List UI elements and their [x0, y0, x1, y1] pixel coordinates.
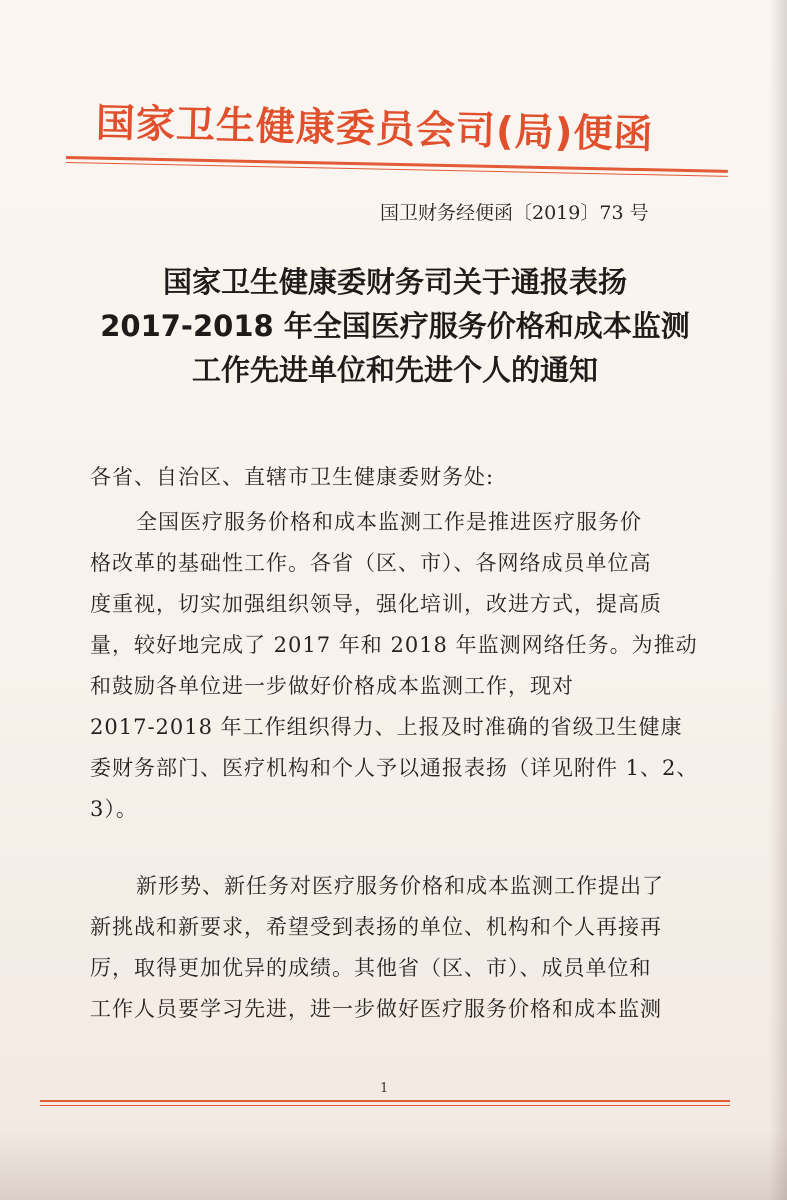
document-number: 国卫财务经便函〔2019〕73 号 — [380, 202, 649, 224]
body-line: 新形势、新任务对医疗服务价格和成本监测工作提出了 — [136, 874, 664, 898]
body-line: 委财务部门、医疗机构和个人予以通报表扬（详见附件 1、2、 — [90, 756, 699, 780]
body-paragraph-1 — [90, 502, 699, 830]
notice-title-line: 工作先进单位和先进个人的通知 — [191, 353, 598, 387]
body-line: 新挑战和新要求，希望受到表扬的单位、机构和个人再接再 — [90, 915, 662, 939]
body-line: 2017-2018 年工作组织得力、上报及时准确的省级卫生健康 — [90, 715, 683, 739]
footer-rule-thin — [40, 1105, 730, 1106]
body-line: 工作人员要学习先进，进一步做好医疗服务价格和成本监测 — [90, 997, 662, 1021]
body-line: 格改革的基础性工作。各省（区、市）、各网络成员单位高 — [90, 551, 652, 575]
body-line: 和鼓励各单位进一步做好价格成本监测工作，现对 — [90, 674, 574, 698]
body-line: 度重视，切实加强组织领导，强化培训，改进方式，提高质 — [90, 592, 662, 616]
body-line: 量，较好地完成了 2017 年和 2018 年监测网络任务。为推动 — [90, 633, 698, 657]
body-line: 全国医疗服务价格和成本监测工作是推进医疗服务价 — [136, 510, 642, 534]
body-line: 3）。 — [90, 797, 138, 821]
footer-rule-thick — [40, 1100, 730, 1102]
salutation: 各省、自治区、直辖市卫生健康委财务处: — [90, 465, 495, 489]
body-line: 厉，取得更加优异的成绩。其他省（区、市）、成员单位和 — [90, 956, 652, 980]
notice-title — [60, 260, 730, 392]
letterhead-title: 国家卫生健康委员会司(局)便函 — [95, 101, 654, 158]
page-number: 1 — [380, 1081, 389, 1096]
body-paragraph-2 — [90, 866, 690, 1030]
page-edge-shadow — [769, 0, 787, 1200]
notice-title-line: 2017-2018 年全国医疗服务价格和成本监测 — [100, 309, 690, 343]
notice-title-line: 国家卫生健康委财务司关于通报表扬 — [162, 265, 627, 299]
page-bottom-shadow — [0, 1130, 787, 1200]
